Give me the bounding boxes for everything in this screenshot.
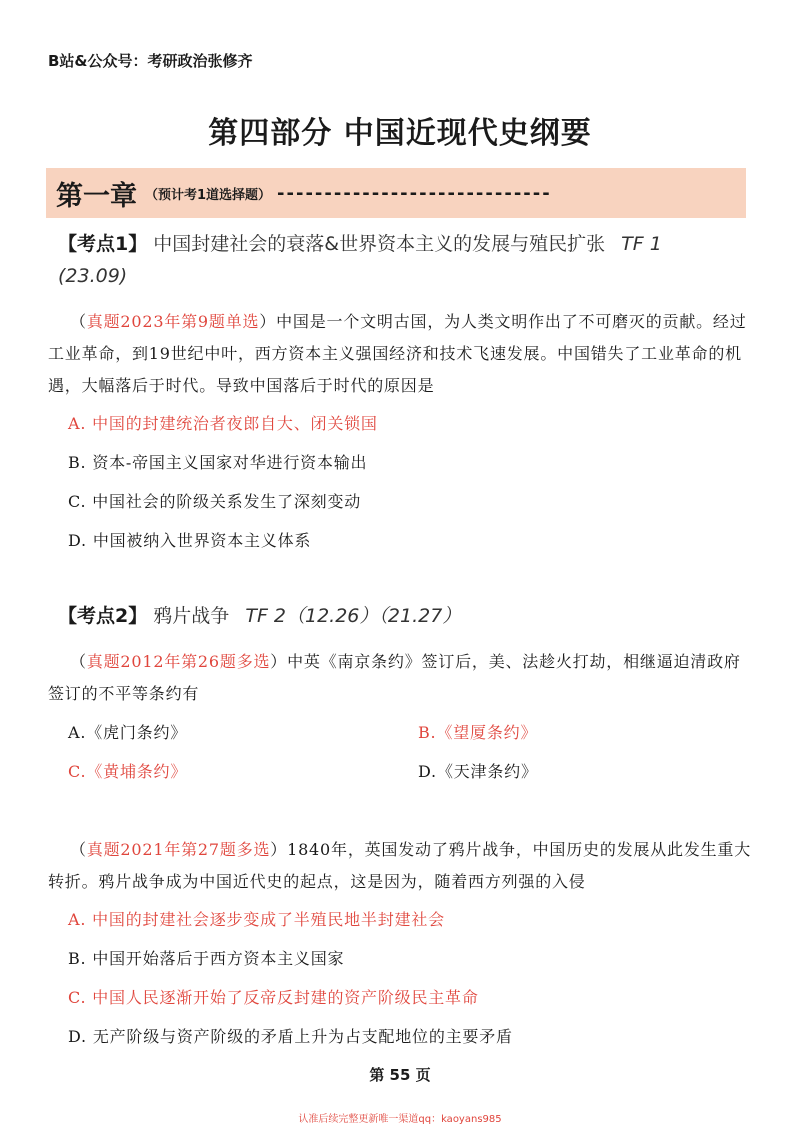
question-3-option-d: D. 无产阶级与资产阶级的矛盾上升为占支配地位的主要矛盾	[68, 1027, 513, 1046]
question-1-option-d: D. 中国被纳入世界资本主义体系	[68, 531, 312, 550]
question-3-text: ）1840年，英国发动了鸦片战争，中国历史的发展从此发生重大转折。鸦片战争成为中国近代史的起点，这是因为，随着西方列强的入侵	[48, 840, 752, 891]
question-1-option-b: B. 资本-帝国主义国家对华进行资本输出	[68, 453, 368, 472]
question-2-option-b: B.《望厦条约》	[418, 723, 538, 742]
question-2-stem: （真题2012年第26题多选）中英《南京条约》签订后，美、法趁火打劫，相继逼迫清政府签订的不平等条约有	[48, 652, 741, 703]
question-3-option-c: C. 中国人民逐渐开始了反帝反封建的资产阶级民主革命	[68, 988, 479, 1007]
header-note: B站&公众号：考研政治张修齐	[48, 52, 253, 70]
question-3-option-b: B. 中国开始落后于西方资本主义国家	[68, 949, 345, 968]
question-2-option-a: A.《虎门条约》	[68, 723, 188, 742]
kaodian-1-tf: TF 1	[621, 233, 662, 255]
page-number: 第 55 页	[369, 1066, 431, 1084]
kaodian-1-tag: 【考点1】	[58, 233, 148, 255]
page-title: 第四部分 中国近现代史纲要	[208, 116, 592, 151]
question-3-source: 真题2021年第27题多选	[86, 840, 271, 859]
kaodian-1-heading	[58, 228, 748, 292]
kaodian-1-text: 中国封建社会的衰落&世界资本主义的发展与殖民扩张	[153, 233, 606, 255]
question-1-stem: （真题2023年第9题单选）中国是一个文明古国，为人类文明作出了不可磨灭的贡献。经过工业革命，到19世纪中叶，西方资本主义强国经济和技术飞速发展。中国错失了工业革命的机遇，大幅落后于时代。导致中国落后于时代的原因是	[48, 312, 747, 395]
chapter-subtitle: （预计考1道选择题）	[145, 187, 272, 203]
question-2-option-c: C.《黄埔条约》	[68, 762, 188, 781]
chapter-title: 第一章	[56, 180, 137, 212]
kaodian-2-heading	[58, 600, 748, 632]
question-1-option-c: C. 中国社会的阶级关系发生了深刻变动	[68, 492, 362, 511]
kaodian-2-tag: 【考点2】	[58, 605, 148, 627]
question-2-option-d: D.《天津条约》	[418, 762, 538, 781]
question-1-text: ）中国是一个文明古国，为人类文明作出了不可磨灭的贡献。经过工业革命，到19世纪中叶，西方资本主义强国经济和技术飞速发展。中国错失了工业革命的机遇，大幅落后于时代。导致中国落后于时代的原因是	[48, 312, 747, 395]
kaodian-2-text: 鸦片战争	[153, 605, 230, 627]
question-1-option-a: A. 中国的封建统治者夜郎自大、闭关锁国	[68, 414, 378, 433]
question-1-source: 真题2023年第9题单选	[86, 312, 260, 331]
question-3-option-a: A. 中国的封建社会逐步变成了半殖民地半封建社会	[68, 910, 445, 929]
kaodian-1-year: (23.09)	[58, 265, 128, 287]
kaodian-2-tf: TF 2（12.26）（21.27）	[245, 605, 462, 627]
question-2-source: 真题2012年第26题多选	[86, 652, 271, 671]
question-2-text: ）中英《南京条约》签订后，美、法趁火打劫，相继逼迫清政府签订的不平等条约有	[48, 652, 741, 703]
question-3-stem: （真题2021年第27题多选）1840年，英国发动了鸦片战争，中国历史的发展从此发生重大转折。鸦片战争成为中国近代史的起点，这是因为，随着西方列强的入侵	[48, 840, 752, 891]
watermark: 认准后续完整更新唯一渠道qq：kaoyans985	[298, 1114, 502, 1125]
chapter-dash-line: -----------------------------	[277, 182, 552, 204]
chapter-heading	[46, 168, 746, 218]
